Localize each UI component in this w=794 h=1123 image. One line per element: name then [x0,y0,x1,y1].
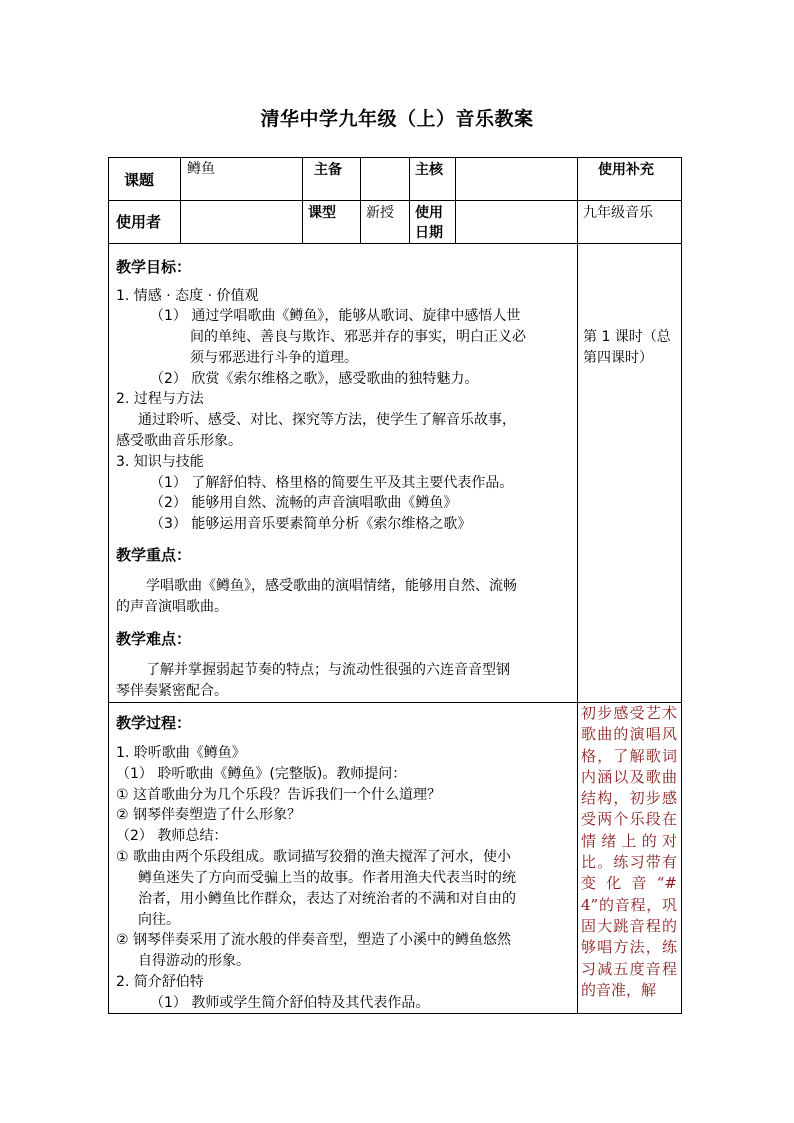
goal-line: 1. 情感 · 态度 · 价值观 [116,288,259,304]
process-line: ① 这首歌曲分为几个乐段？告诉我们一个什么道理？ [116,787,441,803]
key-point-line: 学唱歌曲《鳟鱼》，感受歌曲的演唱情绪，能够用自然、流畅 [146,578,517,594]
process-line: ② 钢琴伴奏采用了流水般的伴奏音型，塑造了小溪中的鳟鱼悠然 [116,932,511,948]
goal-line: 3. 知识与技能 [116,454,204,470]
process-supplement-note: 初步感受艺术歌曲的演唱风格，了解歌词内涵以及歌曲结构，初步感受两个乐段在情绪上的对比。练习带有变化音“#4”的音程，巩固大跳音程的够唱方法，练习减五度音程的音准，解 [581,704,677,999]
type-label: 课型 [308,205,336,221]
table-rule [681,157,682,1014]
process-line: 向往。 [138,912,180,928]
goal-line: 间的单纯、善良与欺诈、邪恶并存的事实，明白正义必 [190,329,526,345]
lesson-period-note: 第 1 课时（总第四课时） [583,329,671,366]
supplement-value: 九年级音乐 [583,205,653,221]
goal-line: 2. 过程与方法 [116,391,204,407]
table-rule [108,157,109,1014]
process-line: 自得游动的形象。 [138,953,250,969]
goal-line: （3） 能够运用音乐要素简单分析《索尔维格之歌》 [150,516,472,532]
user-label: 使用者 [116,213,162,231]
process-line: 治者，用小鳟鱼比作群众，表达了对统治者的不满和对自由的 [138,891,516,907]
goal-line: 感受歌曲音乐形象。 [116,433,242,449]
key-point-line: 的声音演唱歌曲。 [116,599,228,615]
goal-line: （2） 能够用自然、流畅的声音演唱歌曲《鳟鱼》 [150,495,458,511]
goals-heading: 教学目标： [116,258,192,276]
process-line: （2） 教师总结： [116,828,228,844]
table-rule [455,157,456,243]
process-line: 1. 聆听歌曲《鳟鱼》 [116,745,246,761]
review-label: 主核 [415,162,443,178]
table-rule [108,200,682,201]
topic-label: 课题 [124,171,155,189]
goal-line: 通过聆听、感受、对比、探究等方法，使学生了解音乐故事， [138,412,516,428]
page-title: 清华中学九年级（上）音乐教案 [260,108,534,130]
type-value: 新授 [366,205,394,221]
process-line: ② 钢琴伴奏塑造了什么形象？ [116,807,302,823]
goal-line: （1） 了解舒伯特、格里格的简要生平及其主要代表作品。 [150,475,514,491]
process-heading: 教学过程： [116,714,192,732]
supplement-label: 使用补充 [598,162,654,178]
table-rule [409,157,410,243]
goal-line: 须与邪恶进行斗争的道理。 [190,350,358,366]
goal-line: （1） 通过学唱歌曲《鳟鱼》，能够从歌词、旋律中感悟人世 [150,308,521,324]
main-prep-label: 主备 [314,162,342,178]
date-label: 日期 [415,225,443,241]
table-rule [180,157,181,243]
key-points-heading: 教学重点： [116,546,192,564]
date-label: 使用 [415,205,443,221]
process-line: （1） 教师或学生简介舒伯特及其代表作品。 [150,995,430,1011]
process-line: 2. 简介舒伯特 [116,974,204,990]
difficulty-line: 琴伴奏紧密配合。 [116,683,228,699]
difficulties-heading: 教学难点： [116,630,192,648]
process-line: 鳟鱼迷失了方向而受骗上当的故事。作者用渔夫代表当时的统 [138,870,516,886]
goal-line: （2） 欣赏《索尔维格之歌》，感受歌曲的独特魅力。 [150,371,479,387]
table-rule [577,157,578,1014]
table-rule [302,157,303,243]
difficulty-line: 了解并掌握弱起节奏的特点；与流动性很强的六连音音型钢 [146,662,510,678]
process-line: （1） 聆听歌曲《鳟鱼》(完整版)。教师提问： [116,766,407,782]
table-rule [108,243,682,244]
topic-value: 鳟鱼 [187,161,215,177]
table-rule [360,157,361,243]
process-line: ① 歌曲由两个乐段组成。歌词描写狡猾的渔夫搅浑了河水，使小 [116,849,511,865]
table-rule [108,157,682,158]
